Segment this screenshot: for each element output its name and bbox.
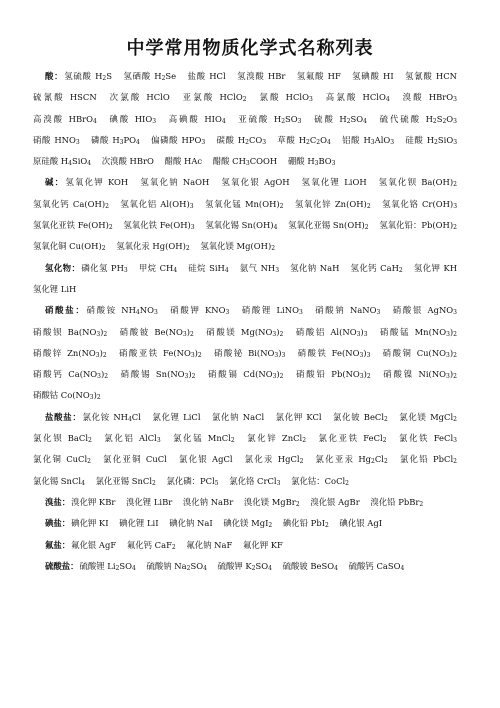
compound-entry: 氢氧化银 AgOH	[221, 177, 290, 188]
compound-entry: 硝酸镁 $Mg(NO_3)_2$	[206, 326, 284, 338]
section-7	[33, 535, 465, 556]
compound-entry: 硝酸钡 $Ba(NO_3)_2$	[33, 326, 108, 338]
compound-entry: 氢氧化铅：$Pb(OH)_2$	[379, 220, 457, 232]
compound-entry: 氟化银 AgF	[71, 539, 117, 550]
section-6	[33, 513, 465, 534]
compound-entry: 氢氧化锌 $Zn(OH)_2$	[294, 198, 371, 210]
compound-entry: 硝酸铝 $Al(NO_3)_3$	[295, 326, 368, 338]
compound-entry: 硫酸钙 CaSO$_4$	[348, 560, 405, 572]
compound-entry: 硝酸铜 $Cu(NO_3)_2$	[382, 347, 457, 359]
compound-entry: 氢氧化镁 $Mg(OH)_2$	[200, 241, 276, 253]
compound-entry: 氢化钾 KH	[413, 262, 458, 273]
compound-entry: 硫氰酸 HSCN	[33, 92, 97, 103]
compound-entry: 碘化银 AgI	[339, 518, 383, 529]
compound-entry: 氢氧化钾 KOH	[65, 177, 129, 188]
compound-entry: 次溴酸 HBrO	[101, 156, 154, 167]
compound-entry: 硼酸 $H_3BO_3$	[287, 156, 336, 168]
compound-entry: 硫代硫酸 $H_2S_2O_3$	[379, 113, 457, 125]
compound-entry: 氯化锡 SnCl$_4$	[33, 475, 85, 487]
compound-entry: 碘化锂 LiI	[119, 518, 159, 529]
compound-entry: 氯化铜 CuCl$_2$	[33, 454, 91, 466]
document-body	[33, 66, 465, 577]
compound-entry: 溴化锂 LiBr	[126, 496, 173, 507]
compound-entry: 磷化氢 $PH_3$	[81, 262, 128, 274]
compound-entry: 氢氧化汞 $Hg(OH)_2$	[116, 241, 190, 253]
compound-entry: 氯化亚锡 SnCl$_2$	[95, 475, 156, 487]
compound-entry: 氯化银 AgCl	[178, 454, 233, 465]
compound-entry: 氢化钙 CaH$_2$	[350, 262, 403, 274]
compound-entry: 高碘酸 $HIO_4$	[168, 113, 226, 125]
compound-entry: 溴化钠 NaBr	[182, 496, 234, 507]
compound-entry: 氯化钠 NaCl	[211, 411, 265, 422]
compound-entry: 醋酸 HAc	[164, 156, 203, 167]
section-heading: 硝酸盐：	[45, 305, 86, 316]
compound-entry: 氢硒酸 $H_2Se$	[123, 71, 177, 82]
compound-entry: 硝酸铵 $NH_4NO_3$	[86, 305, 158, 317]
compound-entry: 硝酸铁 $Fe(NO_3)_3$	[297, 347, 371, 359]
compound-entry: 高氯酸 HClO$_4$	[325, 92, 390, 104]
compound-entry: 铝酸 $H_3AlO_3$	[342, 134, 395, 146]
compound-entry: 硝酸锌 $Zn(NO_3)_2$	[33, 347, 107, 359]
compound-entry: 氯化铵 $NH_4Cl$	[82, 411, 141, 423]
compound-entry: 硝酸锰 $Mn(NO_3)_2$	[379, 326, 457, 338]
compound-entry: 氢碘酸 HI	[352, 71, 394, 81]
section-2	[33, 258, 465, 301]
compound-entry: 碘化钾 KI	[71, 518, 109, 529]
compound-entry: 氢氧化铜 $Cu(OH)_2$	[33, 241, 106, 253]
compound-entry: 磷酸 $H_3PO_4$	[91, 134, 140, 146]
compound-entry: 草酸 $H_2C_2O_4$	[277, 134, 331, 146]
compound-entry: 硫酸铍 BeSO$_4$	[282, 560, 338, 572]
compound-entry: 硝酸钴 $Co(NO_3)_2$	[33, 390, 101, 402]
compound-entry: 硅烷 SiH$_4$	[188, 262, 229, 274]
compound-entry: 氢氰酸 HCN	[405, 71, 457, 81]
compound-entry: 氯化铅 PbCl$_2$	[399, 454, 457, 466]
compound-entry: 硫酸锂 $Li_2SO_4$	[79, 560, 136, 572]
compound-entry: 硝酸 $HNO_3$	[33, 134, 80, 146]
compound-entry: 碳酸 $H_2CO_3$	[216, 134, 267, 146]
compound-entry: 溴化银 AgBr	[310, 496, 360, 507]
compound-entry: 原硅酸 $H_4SiO_4$	[33, 156, 92, 168]
compound-entry: 氢氧化铬 $Cr(OH)_3$	[382, 198, 458, 210]
section-heading: 氟盐：	[45, 539, 71, 550]
compound-entry: 氟化钠 NaF	[186, 539, 233, 550]
compound-entry: 氨气 $NH_3$	[239, 262, 280, 274]
compound-entry: 硝酸锂 LiNO$_3$	[241, 305, 303, 317]
compound-entry: 氢氧化亚铁 $Fe(OH)_2$	[33, 220, 113, 232]
compound-entry: 氢氧化铝 $Al(OH)_3$	[120, 198, 194, 210]
compound-entry: 次氯酸 HClO	[109, 92, 170, 103]
compound-entry: 氯化锰 MnCl$_2$	[173, 433, 235, 445]
compound-entry: 硝酸镍 $Ni(NO_3)_2$	[383, 369, 457, 381]
compound-entry: 硅酸 $H_2SiO_3$	[405, 134, 458, 146]
section-4	[33, 407, 465, 492]
compound-entry: 氯化钴：CoCl$_2$	[291, 475, 349, 487]
compound-entry: 硝酸铋 $Bi(NO_3)_3$	[213, 347, 286, 359]
compound-entry: 氯化汞 HgCl$_2$	[244, 454, 304, 466]
compound-entry: 硫酸 $H_2SO_4$	[314, 113, 367, 125]
section-heading: 硫酸盐：	[45, 560, 79, 571]
compound-entry: 硝酸钙 $Ca(NO_3)_2$	[33, 369, 109, 381]
compound-entry: 偏磷酸 $HPO_3$	[151, 134, 206, 146]
compound-entry: 氢氧化铁 $Fe(OH)_3$	[123, 220, 195, 232]
compound-entry: 氢氧化亚锡 $Sn(OH)_2$	[288, 220, 369, 232]
compound-entry: 氯化亚汞 $Hg_2Cl_2$	[315, 454, 388, 466]
compound-entry: 碘化铅 PbI$_2$	[282, 518, 329, 530]
compound-entry: 硝酸钠 NaNO$_3$	[315, 305, 381, 317]
section-heading: 盐酸盐：	[45, 411, 82, 422]
section-heading: 氢化物：	[45, 262, 81, 273]
section-heading: 碘盐：	[45, 518, 71, 529]
compound-entry: 氯化钡 BaCl$_2$	[33, 433, 92, 445]
compound-entry: 硝酸银 AgNO$_3$	[392, 305, 457, 317]
page-title: 中学常用物质化学式名称列表	[126, 38, 374, 59]
compound-entry: 氢溴酸 HBr	[237, 71, 286, 81]
compound-entry: 氢氧化钙 $Ca(OH)_2$	[33, 198, 109, 210]
compound-entry: 硝酸钾 $KNO_3$	[170, 305, 230, 317]
compound-entry: 硝酸铅 $Pb(NO_3)_2$	[296, 369, 371, 381]
section-5	[33, 492, 465, 513]
compound-entry: 氯化镁 MgCl$_2$	[399, 411, 457, 423]
compound-entry: 氯化铝 AlCl$_3$	[104, 433, 161, 445]
section-heading: 溴盐：	[45, 496, 71, 507]
compound-entry: 氢氧化钠 NaOH	[140, 177, 210, 188]
compound-entry: 氢氧化钡 $Ba(OH)_2$	[378, 177, 457, 189]
compound-entry: 氢硫酸 $H_2S$	[64, 71, 112, 82]
compound-entry: 氢氧化锂 LiOH	[301, 177, 367, 188]
compound-entry: 亚硫酸 $H_2SO_3$	[238, 113, 302, 125]
section-heading: 酸：	[45, 71, 64, 81]
compound-entry: 氢氧化锡 $Sn(OH)_4$	[205, 220, 278, 232]
compound-entry: 氢氟酸 HF	[296, 71, 341, 81]
compound-entry: 硫酸钾 $K_2SO_4$	[217, 560, 272, 572]
compound-entry: 醋酸 $CH_3COOH$	[212, 156, 278, 168]
compound-entry: 氯化铍 BeCl$_2$	[332, 411, 388, 423]
compound-entry: 溴酸 HBrO$_3$	[402, 92, 457, 104]
section-heading: 碱：	[45, 177, 65, 188]
compound-entry: 碘化镁 MgI$_2$	[223, 518, 273, 530]
compound-entry: 氢化锂 LiH	[33, 283, 77, 294]
compound-entry: 碘酸 $HIO_3$	[109, 113, 157, 125]
compound-entry: 氯化磷：PCl$_5$	[166, 475, 219, 487]
compound-entry: 硝酸铍 $Be(NO_3)_2$	[119, 326, 194, 338]
compound-entry: 硝酸亚铁 $Fe(NO_3)_2$	[118, 347, 202, 359]
compound-entry: 氯化锂 LiCl	[152, 411, 201, 422]
compound-entry: 硝酸镉 $Cd(NO_3)_2$	[208, 369, 284, 381]
compound-entry: 氢化钠 NaH	[290, 262, 340, 273]
compound-entry: 硝酸锡 $Sn(NO_3)_2$	[120, 369, 196, 381]
section-3	[33, 300, 465, 406]
compound-entry: 氟化钾 KF	[242, 539, 283, 550]
compound-entry: 硫酸钠 $Na_2SO_4$	[146, 560, 207, 572]
compound-entry: 氟化钙 CaF$_2$	[126, 539, 176, 551]
compound-entry: 溴化镁 MgBr$_2$	[243, 496, 300, 508]
compound-entry: 盐酸 HCl	[187, 71, 226, 81]
compound-entry: 氢氧化锰 $Mn(OH)_2$	[205, 198, 284, 210]
compound-entry: 氯化铬 CrCl$_3$	[229, 475, 281, 487]
compound-entry: 氯化亚铁 FeCl$_2$	[318, 433, 387, 445]
compound-entry: 溴化铅 PbBr$_2$	[370, 496, 424, 508]
compound-entry: 氯化铁 FeCl$_3$	[398, 433, 457, 445]
compound-entry: 亚氯酸 HClO$_2$	[182, 92, 247, 104]
compound-entry: 高溴酸 HBrO$_4$	[33, 113, 97, 125]
compound-entry: 碘化钠 NaI	[169, 518, 213, 529]
compound-entry: 溴化钾 KBr	[71, 496, 116, 507]
section-0	[33, 66, 465, 172]
compound-entry: 氯酸 HClO$_3$	[259, 92, 313, 104]
section-1	[33, 172, 465, 257]
compound-entry: 氯化锌 ZnCl$_2$	[247, 433, 307, 445]
compound-entry: 甲烷 $CH_4$	[138, 262, 178, 274]
compound-entry: 氯化亚铜 CuCl	[102, 454, 167, 465]
section-8	[33, 556, 465, 577]
compound-entry: 氯化钾 KCl	[275, 411, 322, 422]
